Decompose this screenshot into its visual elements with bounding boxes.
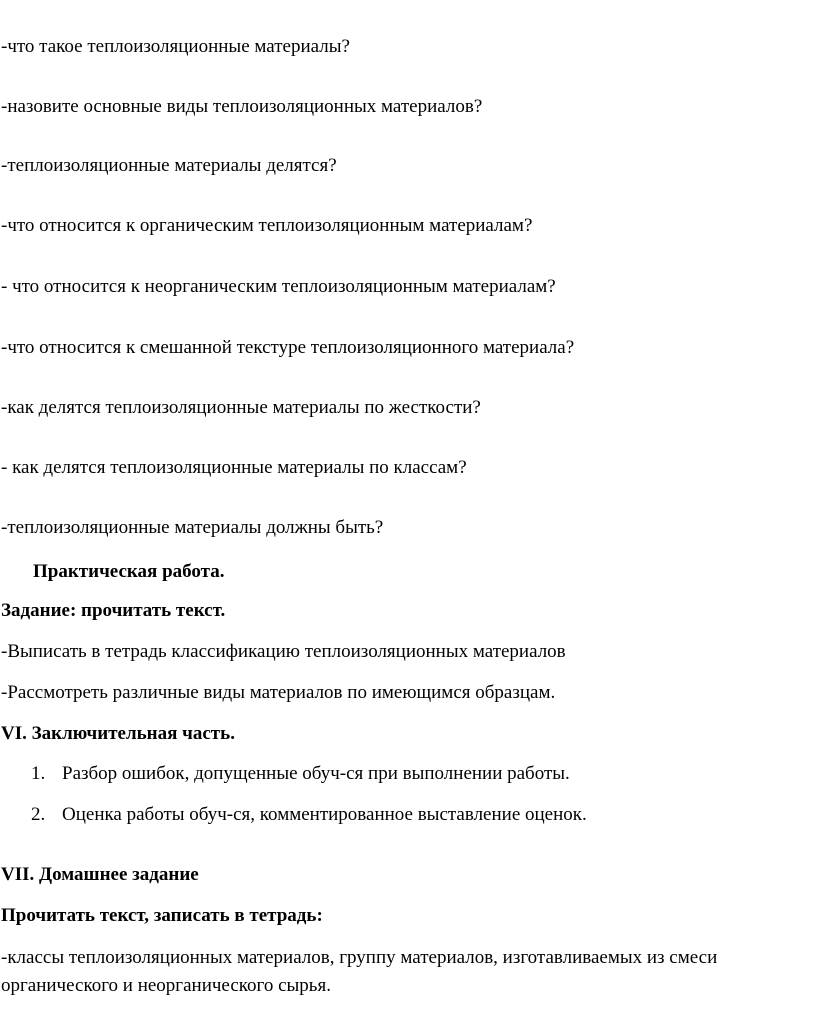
question-1: -что такое теплоизоляционные материалы? xyxy=(1,36,350,57)
question-9: -теплоизоляционные материалы должны быть? xyxy=(1,517,384,538)
practical-heading: Практическая работа. xyxy=(33,561,225,582)
practical-task: Задание: прочитать текст. xyxy=(1,600,226,621)
homework-text: -классы теплоизоляционных материалов, группу материалов, изготавливаемых из смеси органического и неорганического сырья. xyxy=(1,947,718,996)
practical-item-2: -Рассмотреть различные виды материалов по имеющимся образцам. xyxy=(1,682,556,703)
list-number: 2. xyxy=(31,804,46,825)
question-7: -как делятся теплоизоляционные материалы по жесткости? xyxy=(1,397,481,418)
question-8: - как делятся теплоизоляционные материалы по классам? xyxy=(1,457,467,478)
list-item-text: Оценка работы обуч-ся, комментированное выставление оценок. xyxy=(62,804,587,825)
question-4: -что относится к органическим теплоизоляционным материалам? xyxy=(1,215,533,236)
list-number: 1. xyxy=(31,763,46,784)
list-item-text: Разбор ошибок, допущенные обуч-ся при выполнении работы. xyxy=(62,763,570,784)
question-2: -назовите основные виды теплоизоляционных материалов? xyxy=(1,96,483,117)
final-part-heading: VI. Заключительная часть. xyxy=(1,723,235,744)
question-5: - что относится к неорганическим теплоизоляционным материалам? xyxy=(1,276,556,297)
final-list-item-1 xyxy=(31,763,570,786)
practical-item-1: -Выписать в тетрадь классификацию теплоизоляционных материалов xyxy=(1,641,566,662)
final-list-item-2 xyxy=(31,804,587,827)
question-6: -что относится к смешанной текстуре теплоизоляционного материала? xyxy=(1,337,575,358)
homework-task: Прочитать текст, записать в тетрадь: xyxy=(1,905,323,926)
question-3: -теплоизоляционные материалы делятся? xyxy=(1,155,337,176)
homework-heading: VII. Домашнее задание xyxy=(1,864,199,885)
